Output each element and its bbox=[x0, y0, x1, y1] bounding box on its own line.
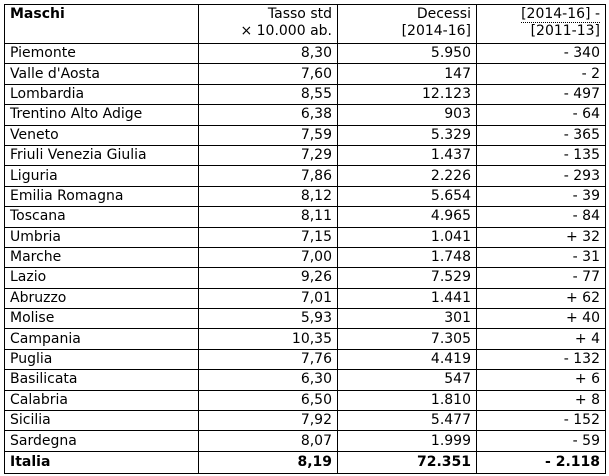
region-cell: Puglia bbox=[5, 349, 199, 369]
table-row bbox=[5, 411, 606, 431]
difference-cell: + 32 bbox=[477, 227, 606, 247]
difference-cell: - 84 bbox=[477, 207, 606, 227]
decessi-cell: 547 bbox=[338, 370, 477, 390]
region-cell: Lazio bbox=[5, 268, 199, 288]
difference-cell: + 62 bbox=[477, 288, 606, 308]
region-cell: Valle d'Aosta bbox=[5, 64, 199, 84]
region-cell: Umbria bbox=[5, 227, 199, 247]
tasso-cell: 7,29 bbox=[199, 145, 338, 165]
table-row bbox=[5, 309, 606, 329]
total-decessi: 72.351 bbox=[338, 451, 477, 473]
total-difference: - 2.118 bbox=[477, 451, 606, 473]
difference-cell: + 8 bbox=[477, 390, 606, 410]
header-difference-line1: [2014-16] - bbox=[521, 6, 600, 22]
difference-cell: - 2 bbox=[477, 64, 606, 84]
difference-cell: + 40 bbox=[477, 309, 606, 329]
difference-cell: - 64 bbox=[477, 105, 606, 125]
difference-cell: - 152 bbox=[477, 411, 606, 431]
region-cell: Sicilia bbox=[5, 411, 199, 431]
decessi-cell: 7.305 bbox=[338, 329, 477, 349]
table-row bbox=[5, 207, 606, 227]
decessi-cell: 2.226 bbox=[338, 166, 477, 186]
difference-cell: - 39 bbox=[477, 186, 606, 206]
tasso-cell: 6,30 bbox=[199, 370, 338, 390]
region-cell: Toscana bbox=[5, 207, 199, 227]
table-body bbox=[5, 44, 606, 452]
difference-cell: + 4 bbox=[477, 329, 606, 349]
difference-cell: - 77 bbox=[477, 268, 606, 288]
header-decessi bbox=[338, 5, 477, 44]
difference-cell: - 135 bbox=[477, 145, 606, 165]
region-cell: Lombardia bbox=[5, 84, 199, 104]
table-header-row bbox=[5, 5, 606, 44]
table-row bbox=[5, 64, 606, 84]
table-row bbox=[5, 329, 606, 349]
region-cell: Basilicata bbox=[5, 370, 199, 390]
header-difference bbox=[477, 5, 606, 44]
total-tasso: 8,19 bbox=[199, 451, 338, 473]
tasso-cell: 7,92 bbox=[199, 411, 338, 431]
decessi-cell: 4.419 bbox=[338, 349, 477, 369]
header-decessi-line1: Decessi bbox=[416, 6, 471, 22]
header-maschi: Maschi bbox=[5, 5, 199, 44]
difference-cell: - 132 bbox=[477, 349, 606, 369]
header-difference-line2: [2011-13] bbox=[530, 23, 600, 39]
region-cell: Abruzzo bbox=[5, 288, 199, 308]
tasso-cell: 8,07 bbox=[199, 431, 338, 451]
tasso-cell: 7,15 bbox=[199, 227, 338, 247]
region-cell: Piemonte bbox=[5, 44, 199, 64]
tasso-cell: 9,26 bbox=[199, 268, 338, 288]
region-cell: Liguria bbox=[5, 166, 199, 186]
decessi-cell: 1.748 bbox=[338, 247, 477, 267]
region-cell: Veneto bbox=[5, 125, 199, 145]
tasso-cell: 10,35 bbox=[199, 329, 338, 349]
decessi-cell: 1.041 bbox=[338, 227, 477, 247]
decessi-cell: 7.529 bbox=[338, 268, 477, 288]
table-row bbox=[5, 268, 606, 288]
decessi-cell: 5.329 bbox=[338, 125, 477, 145]
decessi-cell: 147 bbox=[338, 64, 477, 84]
decessi-cell: 5.654 bbox=[338, 186, 477, 206]
tasso-cell: 7,86 bbox=[199, 166, 338, 186]
decessi-cell: 5.950 bbox=[338, 44, 477, 64]
difference-cell: - 31 bbox=[477, 247, 606, 267]
difference-cell: - 293 bbox=[477, 166, 606, 186]
difference-cell: - 340 bbox=[477, 44, 606, 64]
table-row bbox=[5, 166, 606, 186]
region-cell: Emilia Romagna bbox=[5, 186, 199, 206]
table-row bbox=[5, 431, 606, 451]
total-region: Italia bbox=[5, 451, 199, 473]
table-row bbox=[5, 105, 606, 125]
region-cell: Campania bbox=[5, 329, 199, 349]
decessi-cell: 1.437 bbox=[338, 145, 477, 165]
table-row bbox=[5, 349, 606, 369]
header-tasso bbox=[199, 5, 338, 44]
mortality-table bbox=[4, 4, 606, 474]
tasso-cell: 8,11 bbox=[199, 207, 338, 227]
decessi-cell: 1.810 bbox=[338, 390, 477, 410]
table-row bbox=[5, 288, 606, 308]
tasso-cell: 7,76 bbox=[199, 349, 338, 369]
tasso-cell: 8,30 bbox=[199, 44, 338, 64]
decessi-cell: 5.477 bbox=[338, 411, 477, 431]
header-tasso-line2: × 10.000 ab. bbox=[240, 23, 332, 39]
table-row bbox=[5, 390, 606, 410]
table-row bbox=[5, 247, 606, 267]
region-cell: Friuli Venezia Giulia bbox=[5, 145, 199, 165]
tasso-cell: 6,50 bbox=[199, 390, 338, 410]
difference-cell: - 497 bbox=[477, 84, 606, 104]
decessi-cell: 12.123 bbox=[338, 84, 477, 104]
decessi-cell: 4.965 bbox=[338, 207, 477, 227]
tasso-cell: 7,59 bbox=[199, 125, 338, 145]
region-cell: Trentino Alto Adige bbox=[5, 105, 199, 125]
difference-cell: - 59 bbox=[477, 431, 606, 451]
decessi-cell: 1.441 bbox=[338, 288, 477, 308]
tasso-cell: 8,55 bbox=[199, 84, 338, 104]
table-row bbox=[5, 227, 606, 247]
tasso-cell: 8,12 bbox=[199, 186, 338, 206]
header-decessi-line2: [2014-16] bbox=[401, 23, 471, 39]
table-row bbox=[5, 186, 606, 206]
header-tasso-line1: Tasso std bbox=[267, 6, 332, 22]
table-row bbox=[5, 370, 606, 390]
region-cell: Calabria bbox=[5, 390, 199, 410]
tasso-cell: 5,93 bbox=[199, 309, 338, 329]
tasso-cell: 7,00 bbox=[199, 247, 338, 267]
table-row bbox=[5, 44, 606, 64]
difference-cell: + 6 bbox=[477, 370, 606, 390]
table-row bbox=[5, 145, 606, 165]
decessi-cell: 903 bbox=[338, 105, 477, 125]
region-cell: Marche bbox=[5, 247, 199, 267]
tasso-cell: 6,38 bbox=[199, 105, 338, 125]
decessi-cell: 301 bbox=[338, 309, 477, 329]
decessi-cell: 1.999 bbox=[338, 431, 477, 451]
region-cell: Sardegna bbox=[5, 431, 199, 451]
region-cell: Molise bbox=[5, 309, 199, 329]
tasso-cell: 7,01 bbox=[199, 288, 338, 308]
table-row bbox=[5, 125, 606, 145]
tasso-cell: 7,60 bbox=[199, 64, 338, 84]
table-row bbox=[5, 84, 606, 104]
total-row bbox=[5, 451, 606, 473]
difference-cell: - 365 bbox=[477, 125, 606, 145]
